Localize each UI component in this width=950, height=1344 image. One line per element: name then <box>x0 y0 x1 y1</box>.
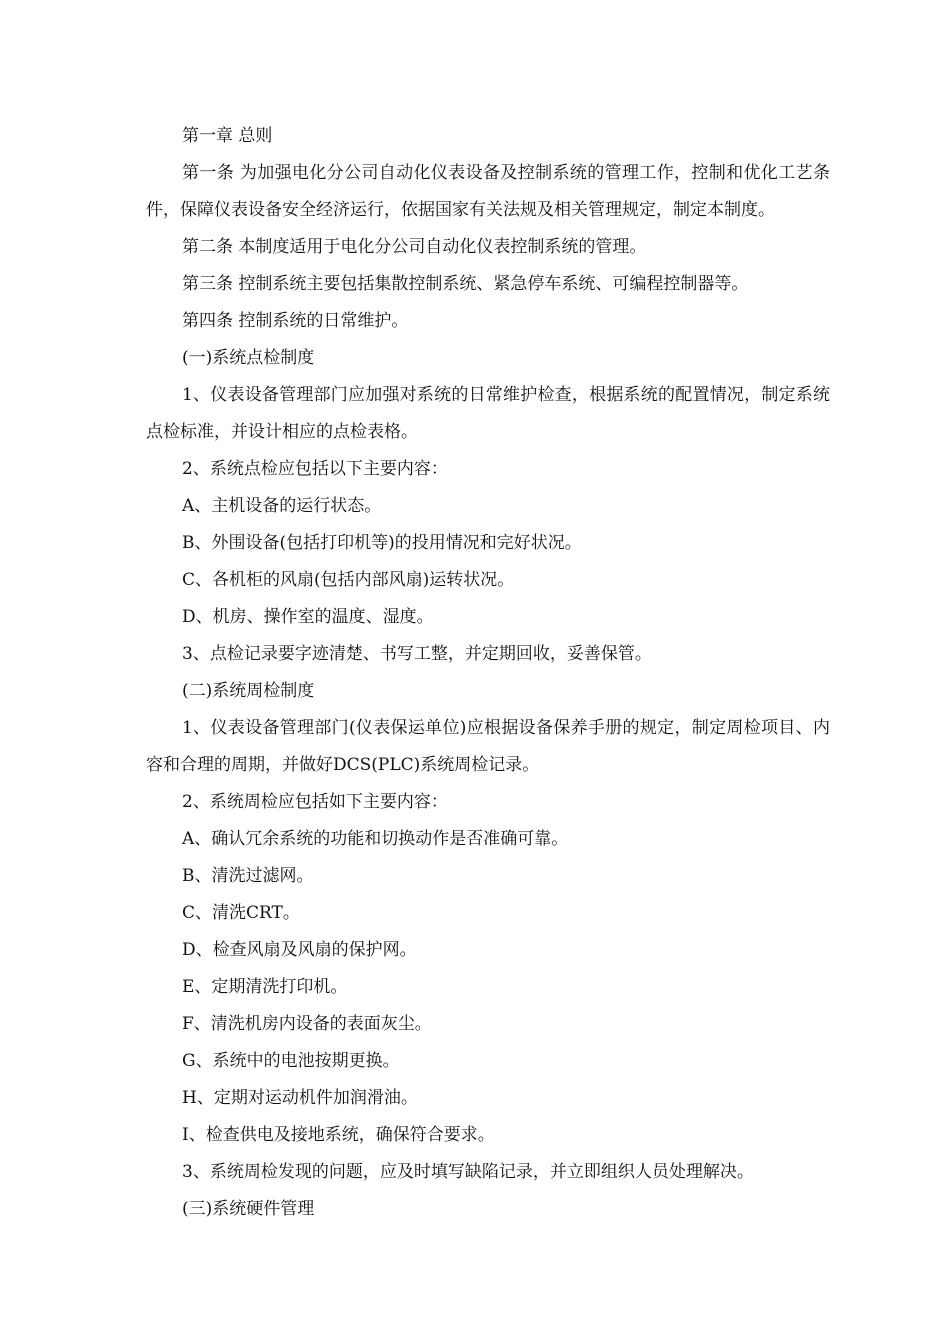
list-item: C、各机柜的风扇(包括内部风扇)运转状况。 <box>182 570 515 590</box>
article-1: 第一条 为加强电化分公司自动化仪表设备及控制系统的管理工作，控制和优化工艺条件，保障仪表设备安全经济运行，依据国家有关法规及相关管理规定，制定本制度。 <box>146 163 830 220</box>
section-heading-3: (三)系统硬件管理 <box>182 1199 315 1219</box>
chapter-heading: 第一章 总则 <box>182 126 273 146</box>
list-item: B、外围设备(包括打印机等)的投用情况和完好状况。 <box>182 533 582 553</box>
list-item: B、清洗过滤网。 <box>182 866 314 886</box>
paragraph: 1、仪表设备管理部门(仪表保运单位)应根据设备保养手册的规定，制定周检项目、内容和合理的周期，并做好DCS(PLC)系统周检记录。 <box>146 718 830 775</box>
article-3: 第三条 控制系统主要包括集散控制系统、紧急停车系统、可编程控制器等。 <box>182 274 749 294</box>
paragraph: 3、系统周检发现的问题，应及时填写缺陷记录，并立即组织人员处理解决。 <box>182 1162 754 1182</box>
list-item: H、定期对运动机件加润滑油。 <box>182 1088 418 1108</box>
section-heading-2: (二)系统周检制度 <box>182 681 315 701</box>
paragraph: 1、仪表设备管理部门应加强对系统的日常维护检查，根据系统的配置情况，制定系统点检标准，并设计相应的点检表格。 <box>146 385 830 442</box>
article-2: 第二条 本制度适用于电化分公司自动化仪表控制系统的管理。 <box>182 237 647 257</box>
list-item: D、检查风扇及风扇的保护网。 <box>182 940 417 960</box>
list-item: D、机房、操作室的温度、湿度。 <box>182 607 434 627</box>
paragraph: 2、系统周检应包括如下主要内容： <box>182 792 448 812</box>
list-item: C、清洗CRT。 <box>182 903 300 923</box>
paragraph: 2、系统点检应包括以下主要内容： <box>182 459 448 479</box>
article-4: 第四条 控制系统的日常维护。 <box>182 311 409 331</box>
section-heading-1: (一)系统点检制度 <box>182 348 315 368</box>
list-item: I、检查供电及接地系统，确保符合要求。 <box>182 1125 495 1145</box>
list-item: A、主机设备的运行状态。 <box>182 496 382 516</box>
list-item: A、确认冗余系统的功能和切换动作是否准确可靠。 <box>182 829 569 849</box>
list-item: G、系统中的电池按期更换。 <box>182 1051 400 1071</box>
document-page <box>146 118 830 1228</box>
list-item: F、清洗机房内设备的表面灰尘。 <box>182 1014 432 1034</box>
list-item: E、定期清洗打印机。 <box>182 977 348 997</box>
paragraph: 3、点检记录要字迹清楚、书写工整，并定期回收，妥善保管。 <box>182 644 652 664</box>
